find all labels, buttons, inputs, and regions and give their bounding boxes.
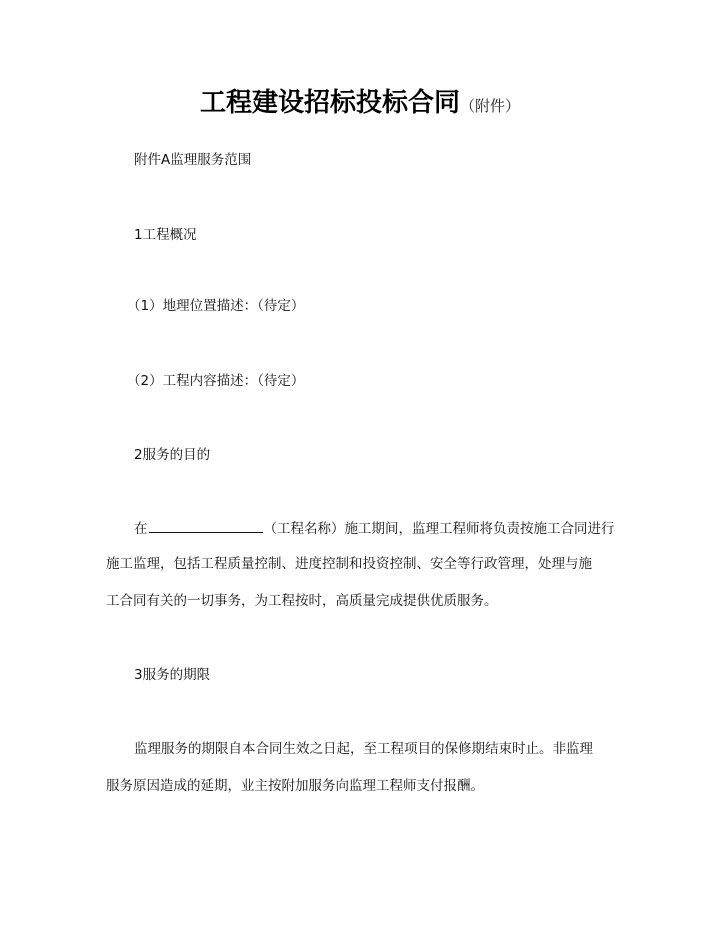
project-name-blank-field — [149, 518, 263, 533]
section-2-body-line-2: 施工监理，包括工程质量控制、进度控制和投资控制、安全等行政管理，处理与施 — [106, 556, 592, 572]
section-2-line-1-text: （工程名称）施工期间，监理工程师将负责按施工合同进行 — [263, 521, 615, 537]
section-1-item-1: （1）地理位置描述：（待定） — [127, 298, 305, 314]
section-3-body-line-2: 服务原因造成的延期，业主按附加服务向监理工程师支付报酬。 — [106, 778, 484, 794]
section-1-item-2: （2）工程内容描述：（待定） — [127, 373, 305, 389]
title-suffix-text: （附件） — [460, 97, 521, 115]
title-main-text: 工程建设招标投标合同 — [199, 88, 460, 118]
appendix-heading: 附件A监理服务范围 — [134, 152, 252, 168]
section-2-prefix: 在 — [134, 521, 148, 537]
document-title — [0, 84, 720, 125]
section-2-heading: 2服务的目的 — [134, 447, 211, 463]
section-3-body-line-1: 监理服务的期限自本合同生效之日起，至工程项目的保修期结束时止。非监理 — [134, 741, 593, 757]
section-2-body-line-3: 工合同有关的一切事务，为工程按时，高质量完成提供优质服务。 — [106, 593, 498, 609]
section-2-body-line-1 — [134, 518, 615, 539]
section-1-heading: 1工程概况 — [134, 227, 197, 243]
section-3-heading: 3服务的期限 — [134, 667, 211, 683]
